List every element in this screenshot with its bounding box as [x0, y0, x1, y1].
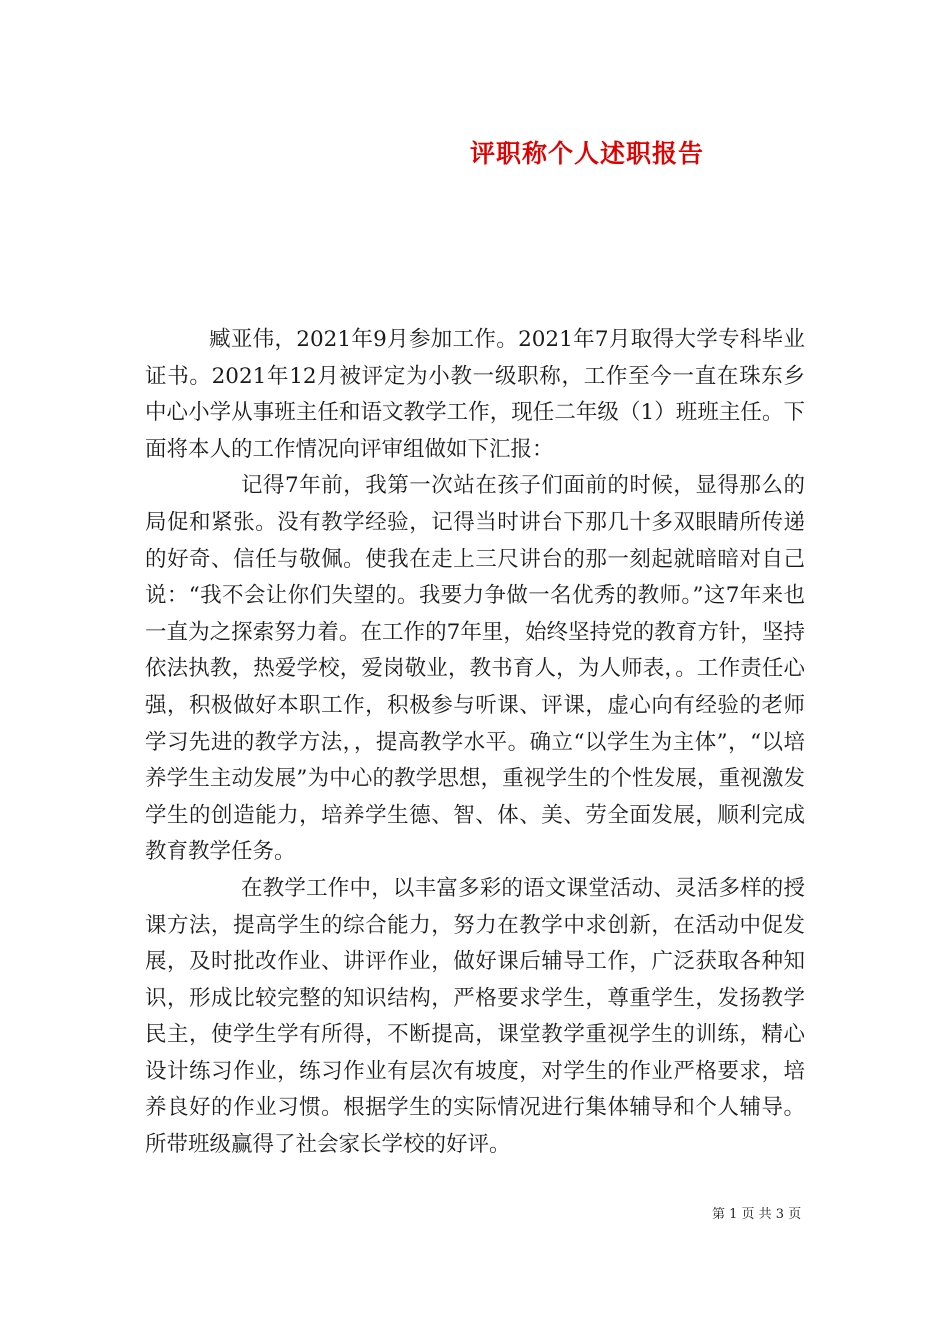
document-body: [145, 322, 805, 1164]
paragraph-intro: 臧亚伟，2021年9月参加工作。2021年7月取得大学专科毕业证书。2021年12月被评定为小教一级职称，工作至今一直在珠东乡中心小学从事班主任和语文教学工作，现任二年级（1）班班主任。下面将本人的工作情况向评审组做如下汇报：: [145, 327, 805, 462]
document-title: 评职称个人述职报告: [470, 139, 705, 168]
page-number: 第 1 页 共 3 页: [712, 1207, 802, 1222]
paragraph-experience: 记得7年前，我第一次站在孩子们面前的时候，显得那么的局促和紧张。没有教学经验，记得当时讲台下那几十多双眼睛所传递的好奇、信任与敬佩。使我在走上三尺讲台的那一刻起就暗暗对自己说：“我不会让你们失望的。我要力争做一名优秀的教师。”这7年来也一直为之探索努力着。在工作的7年里，始终坚持党的教育方针，坚持依法执教，热爱学校，爱岗敬业，教书育人，为人师表，。工作责任心强，积极做好本职工作，积极参与听课、评课，虚心向有经验的老师学习先进的教学方法，，提高教学水平。确立“以学生为主体”，“以培养学生主动发展”为中心的教学思想，重视学生的个性发展，重视激发学生的创造能力，培养学生德、智、体、美、劳全面发展，顺利完成教育教学任务。: [145, 473, 805, 865]
paragraph-teaching: 在教学工作中，以丰富多彩的语文课堂活动、灵活多样的授课方法，提高学生的综合能力，努力在教学中求创新，在活动中促发展，及时批改作业、讲评作业，做好课后辅导工作，广泛获取各种知识，形成比较完整的知识结构，严格要求学生，尊重学生，发扬教学民主，使学生学有所得，不断提高，课堂教学重视学生的训练，精心设计练习作业，练习作业有层次有坡度，对学生的作业严格要求，培养良好的作业习惯。根据学生的实际情况进行集体辅导和个人辅导。所带班级赢得了社会家长学校的好评。: [145, 875, 805, 1158]
